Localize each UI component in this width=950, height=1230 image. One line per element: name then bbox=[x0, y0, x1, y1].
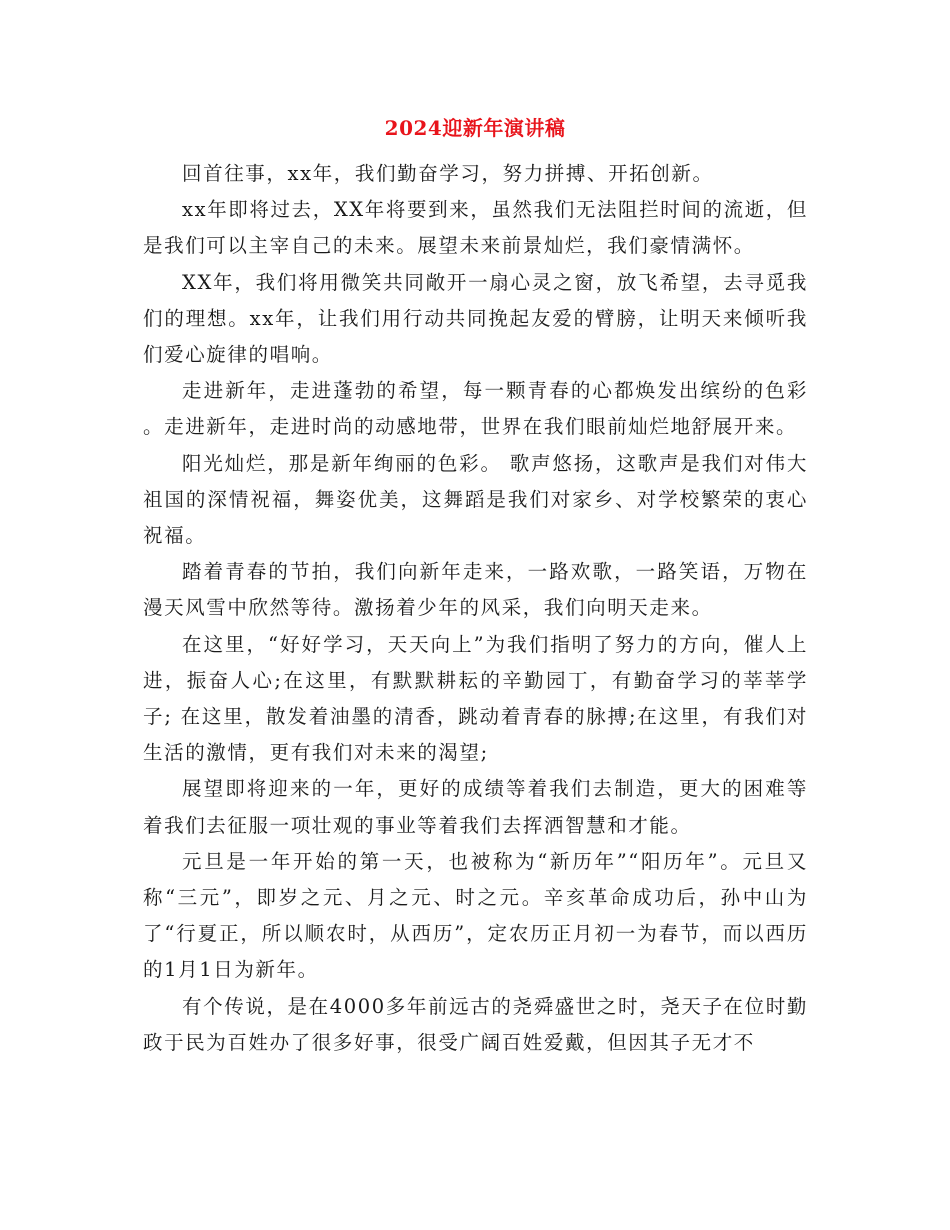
paragraph: 走进新年，走进蓬勃的希望，每一颗青春的心都焕发出缤纷的色彩 。走进新年，走进时尚的动感地带，世界在我们眼前灿烂地舒展开来。 bbox=[143, 379, 808, 439]
paragraph: xx年即将过去，XX年将要到来，虽然我们无法阻拦时间的流逝，但是我们可以主宰自己的未来。展望未来前景灿烂，我们豪情满怀。 bbox=[143, 198, 809, 258]
paragraph: 回首往事，xx年，我们勤奋学习，努力拼搏、开拓创新。 bbox=[182, 162, 714, 185]
paragraph: 元旦是一年开始的第一天，也被称为“新历年”“阳历年”。元旦又称“三元”，即岁之元、月之元、时之元。辛亥革命成功后，孙中山为了“行夏正，所以顺农时，从西历”，定农历正月初一为春节，而以西历的1月1日为新年。 bbox=[143, 849, 808, 982]
paragraph: 有个传说，是在4000多年前远古的尧舜盛世之时，尧天子在位时勤政于民为百姓办了很多好事，很受广阔百姓爱戴，但因其子无才不 bbox=[143, 994, 808, 1054]
paragraph: 展望即将迎来的一年，更好的成绩等着我们去制造，更大的困难等着我们去征服一项壮观的事业等着我们去挥洒智慧和才能。 bbox=[143, 777, 808, 837]
paragraph: 踏着青春的节拍，我们向新年走来，一路欢歌，一路笑语，万物在漫天风雪中欣然等待。激扬着少年的风采，我们向明天走来。 bbox=[143, 560, 808, 620]
paragraph: XX年，我们将用微笑共同敞开一扇心灵之窗，放飞希望，去寻觅我们的理想。xx年，让我们用行动共同挽起友爱的臂膀，让明天来倾听我们爱心旋律的唱响。 bbox=[143, 270, 808, 367]
paragraph: 在这里，“好好学习，天天向上”为我们指明了努力的方向，催人上进，振奋人心;在这里，有默默耕耘的辛勤园丁，有勤奋学习的莘莘学子; 在这里，散发着油墨的清香，跳动着青春的脉搏;在这里，有我们对生活的激情，更有我们对未来的渴望; bbox=[143, 632, 808, 765]
paragraph: 阳光灿烂，那是新年绚丽的色彩。 歌声悠扬，这歌声是我们对伟大祖国的深情祝福，舞姿优美，这舞蹈是我们对家乡、对学校繁荣的衷心祝福。 bbox=[143, 451, 808, 548]
document-title: 2024迎新年演讲稿 bbox=[384, 116, 566, 140]
document-body bbox=[143, 156, 808, 1061]
